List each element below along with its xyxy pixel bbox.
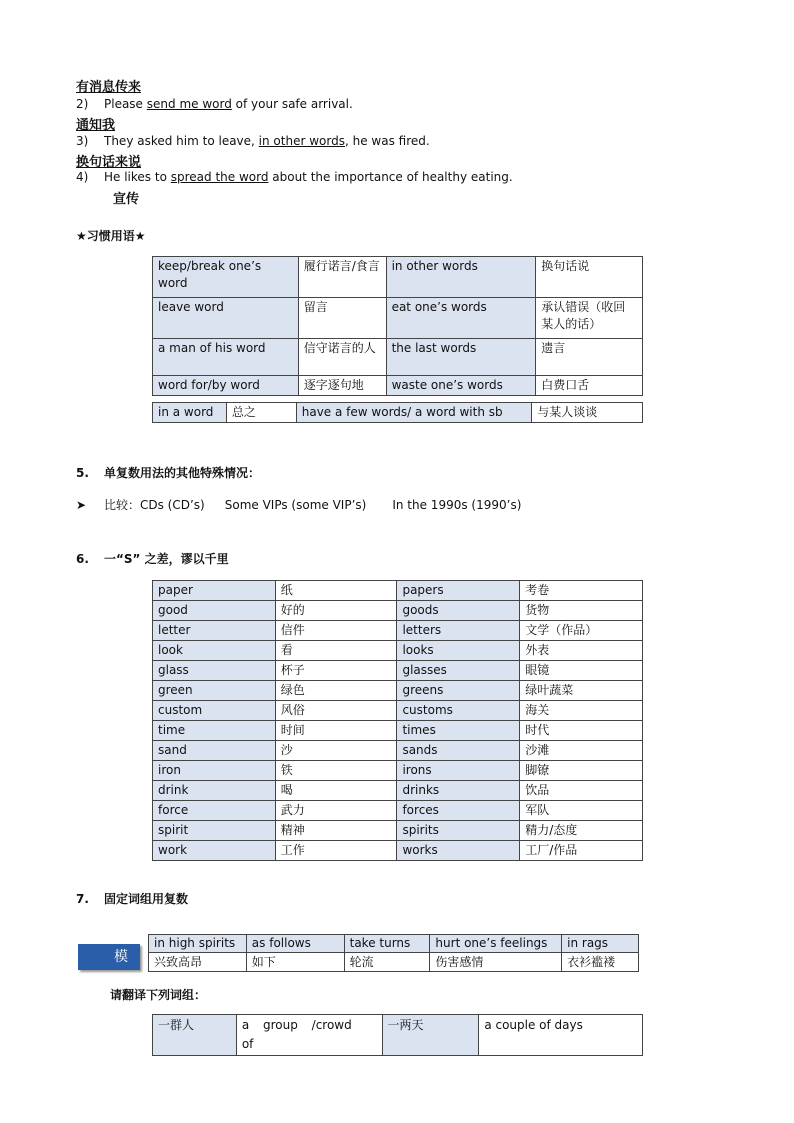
word-en: custom (153, 701, 276, 721)
word-cn: 海关 (520, 701, 643, 721)
section-number: 6. (76, 552, 89, 566)
idiom-cn: 信守诺言的人 (298, 339, 386, 376)
idiom-en: waste one’s words (386, 376, 536, 396)
word-en: greens (397, 681, 520, 701)
phrase-en: take turns (344, 935, 430, 953)
idiom-en: keep/break one’s word (153, 257, 299, 298)
table-row (153, 581, 643, 601)
bullet-arrow-icon: ➤ (76, 498, 87, 512)
word-en: iron (153, 761, 276, 781)
word-cn: 铁 (275, 761, 397, 781)
word-cn: 考卷 (520, 581, 643, 601)
word-en: letter (153, 621, 276, 641)
word-en: times (397, 721, 520, 741)
word-cn: 脚镣 (520, 761, 643, 781)
table-row (153, 761, 643, 781)
example-text: about the importance of healthy eating. (268, 170, 513, 184)
word-cn: 精力/态度 (520, 821, 643, 841)
module-tag: 模 (78, 944, 140, 970)
table-row (153, 801, 643, 821)
translate-prompt: 请翻译下列词组： (110, 988, 207, 1002)
example-3 (76, 134, 430, 148)
word-cn: 精神 (275, 821, 397, 841)
example-num: 3) (76, 134, 89, 148)
word-en: paper (153, 581, 276, 601)
idiom-cn: 换句话说 (536, 257, 643, 298)
word-en: green (153, 681, 276, 701)
idiom-en: leave word (153, 298, 299, 339)
compare-item: 比较：CDs (CD’s) (104, 498, 205, 512)
example-phrase: send me word (146, 97, 232, 111)
table-row (153, 621, 643, 641)
phrase-cn: 伤害感情 (430, 953, 562, 972)
idiom-cn: 总之 (226, 403, 296, 423)
section-6-title (76, 550, 229, 567)
idiom-cn: 履行诺言/食言 (298, 257, 386, 298)
table-row (153, 841, 643, 861)
translate-en: a couple of days (479, 1015, 643, 1056)
phrase-en: as follows (246, 935, 344, 953)
word-cn: 风俗 (275, 701, 397, 721)
word-en: work (153, 841, 276, 861)
table-row (153, 403, 643, 423)
word-cn: 信件 (275, 621, 397, 641)
example-text: He likes to (104, 170, 171, 184)
plural-meaning-table (152, 580, 643, 861)
example-phrase: in other words (258, 134, 345, 148)
example-phrase: spread the word (170, 170, 269, 184)
section-5-comparison (76, 496, 521, 513)
section-title: 单复数用法的其他特殊情况： (104, 466, 261, 480)
word-en: looks (397, 641, 520, 661)
word-en: sand (153, 741, 276, 761)
idiom-en: eat one’s words (386, 298, 536, 339)
phrase-en: hurt one’s feelings (430, 935, 562, 953)
heading-notify: 通知我 (76, 118, 116, 133)
word-en: irons (397, 761, 520, 781)
idiom-cn: 白费口舌 (536, 376, 643, 396)
fixed-phrase-table (148, 934, 639, 972)
word-cn: 好的 (275, 601, 397, 621)
example-text: Please (104, 97, 147, 111)
translate-cn: 一两天 (382, 1015, 479, 1056)
table-row (153, 741, 643, 761)
word-en: works (397, 841, 520, 861)
section-5-title (76, 464, 260, 481)
table-row (153, 821, 643, 841)
idiom-en: a man of his word (153, 339, 299, 376)
idiom-en: have a few words/ a word with sb (296, 403, 531, 423)
translate-table (152, 1014, 643, 1056)
idiom-cn: 遗言 (536, 339, 643, 376)
table-row (153, 339, 643, 376)
table-row (149, 935, 639, 953)
phrase-cn: 如下 (246, 953, 344, 972)
word-en: force (153, 801, 276, 821)
table-row (149, 953, 639, 972)
word-cn: 时代 (520, 721, 643, 741)
example-4 (76, 170, 513, 184)
example-text: , he was fired. (344, 134, 430, 148)
word-cn: 眼镜 (520, 661, 643, 681)
table-row (153, 721, 643, 741)
word-cn: 时间 (275, 721, 397, 741)
word-en: letters (397, 621, 520, 641)
word-cn: 沙滩 (520, 741, 643, 761)
table-row (153, 1015, 643, 1056)
section-title: 固定词组用复数 (104, 892, 189, 906)
phrase-en: in rags (562, 935, 639, 953)
heading-in-other-words: 换句话来说 (76, 155, 142, 170)
idiom-en: word for/by word (153, 376, 299, 396)
word-cn: 纸 (275, 581, 397, 601)
table-row (153, 298, 643, 339)
table-row (153, 376, 643, 396)
word-cn: 工厂/作品 (520, 841, 643, 861)
table-row (153, 641, 643, 661)
word-en: glasses (397, 661, 520, 681)
heading-spread: 宣传 (113, 192, 140, 207)
word-en: good (153, 601, 276, 621)
word-cn: 绿叶蔬菜 (520, 681, 643, 701)
heading-news: 有消息传来 (76, 80, 142, 95)
table-row (153, 601, 643, 621)
translate-en: a group /crowd of (236, 1015, 382, 1056)
phrase-cn: 衣衫褴褛 (562, 953, 639, 972)
word-cn: 沙 (275, 741, 397, 761)
word-cn: 军队 (520, 801, 643, 821)
word-en: spirit (153, 821, 276, 841)
word-en: drinks (397, 781, 520, 801)
table-row (153, 781, 643, 801)
table-row (153, 681, 643, 701)
example-num: 4) (76, 170, 89, 184)
word-cn: 绿色 (275, 681, 397, 701)
phrase-cn: 轮流 (344, 953, 430, 972)
word-cn: 武力 (275, 801, 397, 821)
word-en: drink (153, 781, 276, 801)
table-row (153, 257, 643, 298)
word-en: sands (397, 741, 520, 761)
word-en: customs (397, 701, 520, 721)
idiom-cn: 逐字逐句地 (298, 376, 386, 396)
example-2 (76, 97, 353, 111)
table-row (153, 701, 643, 721)
translate-cn: 一群人 (153, 1015, 237, 1056)
section-7-title (76, 890, 188, 907)
section-number: 5. (76, 466, 89, 480)
idiom-table (152, 256, 643, 396)
compare-item: Some VIPs (some VIP’s) (224, 498, 367, 512)
idiom-cn: 与某人谈谈 (532, 403, 643, 423)
section-number: 7. (76, 892, 89, 906)
idiom-cn: 留言 (298, 298, 386, 339)
word-cn: 文学（作品） (520, 621, 643, 641)
word-en: forces (397, 801, 520, 821)
phrase-cn: 兴致高昂 (149, 953, 247, 972)
compare-item: In the 1990s (1990’s) (392, 498, 522, 512)
idiom-en: in a word (153, 403, 227, 423)
example-text: of your safe arrival. (231, 97, 353, 111)
idioms-heading: ★习惯用语★ (76, 229, 146, 243)
phrase-en: in high spirits (149, 935, 247, 953)
word-en: glass (153, 661, 276, 681)
example-text: They asked him to leave, (104, 134, 259, 148)
idiom-table-last-row (152, 402, 643, 423)
idiom-en: in other words (386, 257, 536, 298)
word-en: look (153, 641, 276, 661)
example-num: 2) (76, 97, 89, 111)
table-row (153, 661, 643, 681)
word-cn: 货物 (520, 601, 643, 621)
word-en: goods (397, 601, 520, 621)
word-cn: 饮品 (520, 781, 643, 801)
word-cn: 杯子 (275, 661, 397, 681)
word-cn: 工作 (275, 841, 397, 861)
section-title: 一“S” 之差，谬以千里 (104, 552, 229, 566)
word-cn: 看 (275, 641, 397, 661)
word-cn: 喝 (275, 781, 397, 801)
word-cn: 外表 (520, 641, 643, 661)
word-en: papers (397, 581, 520, 601)
word-en: spirits (397, 821, 520, 841)
idiom-en: the last words (386, 339, 536, 376)
idiom-cn: 承认错误（收回某人的话） (536, 298, 643, 339)
word-en: time (153, 721, 276, 741)
